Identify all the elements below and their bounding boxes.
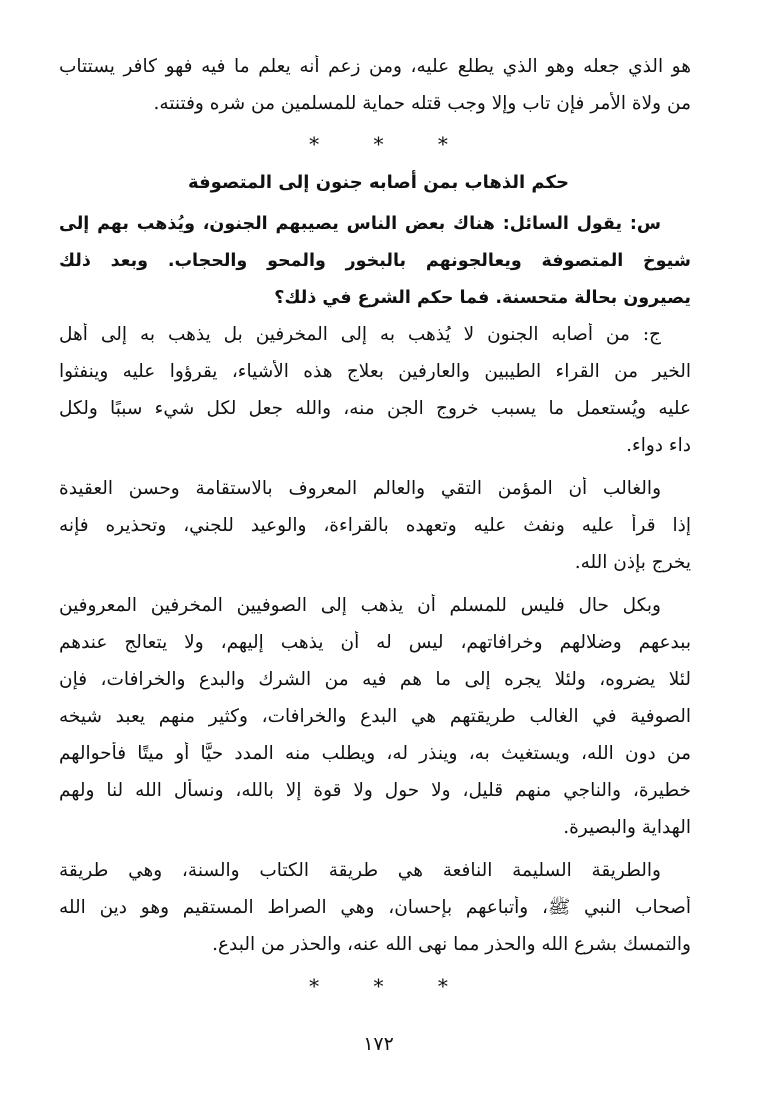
separator-star: * [437,132,448,156]
question-line: س: يقول السائل: هناك بعض الناس يصيبهم الجنون، ويُذهب بهم إلى [59,214,661,234]
section-heading: حكم الذهاب بمن أصابه جنون إلى المتصوفة [187,172,569,193]
separator-star: * [437,974,448,998]
separator-star: * [309,132,320,156]
separator-star: * [373,974,384,998]
page-number: ١٧٢ [363,1033,394,1055]
answer-line: داء دواء. [626,435,691,456]
answer-line: والطريقة السليمة النافعة هي طريقة الكتاب والسنة، وهي طريقة [59,860,661,881]
section-separator [0,974,757,998]
answer-line: عليه ويُستعمل ما يسبب خروج الجن منه، والله جعل لكل شيء سببًا ولكل [59,398,691,419]
separator-star: * [309,974,320,998]
answer-line: وبكل حال فليس للمسلم أن يذهب إلى الصوفيين المخرفين المعروفين [59,595,661,616]
answer-line: الصوفية في الغالب طريقتهم هي البدع والخرافات، وكثير منهم يعبد شيخه [59,706,691,727]
answer-line: الخير من القراء الطيبين والعارفين بعلاج هذه الأشياء، يقرؤوا عليه وينفثوا [59,361,691,382]
answer-line: الهداية والبصيرة. [563,817,691,838]
answer-line: يخرج بإذن الله. [574,552,691,573]
text-line: من ولاة الأمر فإن تاب وإلا وجب قتله حماية للمسلمين من شره وفتنته. [153,93,691,114]
text-line: هو الذي جعله وهو الذي يطلع عليه، ومن زعم أنه يعلم ما فيه فهو كافر يستتاب [59,56,691,77]
answer-line: خطيرة، والناجي منهم قليل، ولا حول ولا قوة إلا بالله، ونسأل الله لنا ولهم [59,780,691,801]
section-separator [0,132,757,156]
answer-line: ببدعهم وضلالهم وخرافاتهم، ليس له أن يذهب إليهم، ولا يتعالج عندهم [59,632,691,653]
separator-star: * [373,132,384,156]
question-line: شيوخ المتصوفة ويعالجونهم بالبخور والمحو والحجاب. وبعد ذلك [59,251,691,271]
answer-line: أصحاب النبي ﷺ، وأتباعهم بإحسان، وهي الصراط المستقيم وهو دين الله [59,897,691,918]
answer-line: إذا قرأ عليه ونفث عليه وتعهده بالقراءة، والوعيد للجني، وتحذيره فإنه [59,515,691,536]
answer-line: والتمسك بشرع الله والحذر مما نهى الله عنه، والحذر من البدع. [212,934,691,955]
answer-line: لئلا يضروه، ولئلا يجره إلى ما هم فيه من الشرك والبدع والخرافات، فإن [59,669,691,690]
answer-line: والغالب أن المؤمن التقي والعالم المعروف بالاستقامة وحسن العقيدة [59,478,661,499]
question-line: يصيرون بحالة متحسنة. فما حكم الشرع في ذلك؟ [274,288,691,308]
answer-line: ج: من أصابه الجنون لا يُذهب به إلى المخرفين بل يذهب به إلى أهل [59,324,661,345]
answer-line: من دون الله، ويستغيث به، وينذر له، ويطلب منه المدد حيًّا أو ميتًا فأحوالهم [59,743,691,764]
